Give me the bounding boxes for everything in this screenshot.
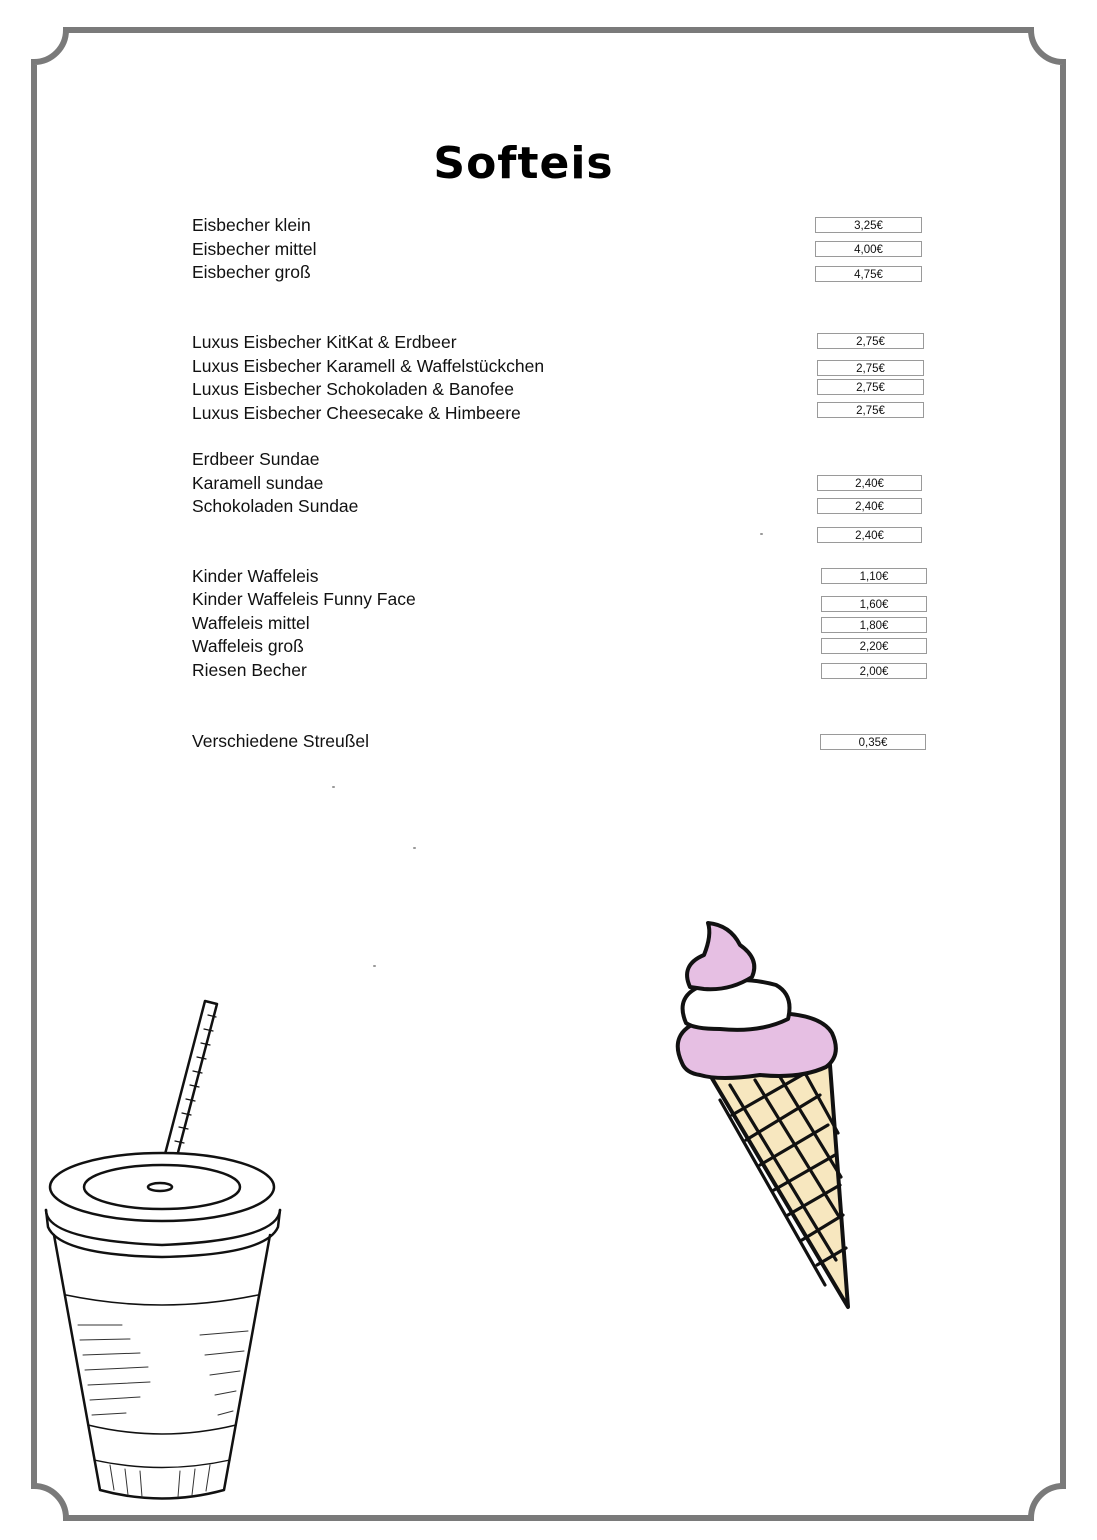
price-box: 1,10€ [821, 568, 927, 584]
price-box: 2,75€ [817, 360, 924, 376]
price-box: 2,75€ [817, 333, 924, 349]
menu-item-name: Kinder Waffeleis [192, 566, 319, 586]
price-box: 2,20€ [821, 638, 927, 654]
menu-item-name: Luxus Eisbecher Cheesecake & Himbeere [192, 403, 521, 423]
menu-item-name: Eisbecher mittel [192, 239, 317, 259]
price-box: 0,35€ [820, 734, 926, 750]
menu-item-name: Eisbecher groß [192, 262, 311, 282]
price-box: 2,40€ [817, 498, 922, 514]
menu-item-name: Erdbeer Sundae [192, 449, 320, 469]
price-box: 1,80€ [821, 617, 927, 633]
price-box: 4,75€ [815, 266, 922, 282]
speck [760, 533, 763, 535]
price-box: 1,60€ [821, 596, 927, 612]
price-box: 4,00€ [815, 241, 922, 257]
menu-item-name: Schokoladen Sundae [192, 496, 359, 516]
menu-item-name: Eisbecher klein [192, 215, 311, 235]
menu-title: Softeis [433, 138, 614, 189]
price-box: 2,75€ [817, 379, 924, 395]
menu-item-name: Riesen Becher [192, 660, 307, 680]
menu-item-name: Waffeleis groß [192, 636, 304, 656]
price-box: 2,40€ [817, 475, 922, 491]
menu-item-name: Waffeleis mittel [192, 613, 310, 633]
speck [373, 965, 376, 967]
price-box: 2,40€ [817, 527, 922, 543]
drink-cup-icon [30, 995, 290, 1505]
price-box: 2,00€ [821, 663, 927, 679]
speck [332, 786, 335, 788]
speck [413, 847, 416, 849]
price-box: 2,75€ [817, 402, 924, 418]
menu-item-name: Kinder Waffeleis Funny Face [192, 589, 416, 609]
menu-item-name: Verschiedene Streußel [192, 731, 370, 751]
menu-item-name: Luxus Eisbecher Schokoladen & Banofee [192, 379, 515, 399]
price-box: 3,25€ [815, 217, 922, 233]
menu-item-name: Luxus Eisbecher Karamell & Waffelstückchen [192, 356, 545, 376]
menu-item-name: Karamell sundae [192, 473, 324, 493]
menu-item-name: Luxus Eisbecher KitKat & Erdbeer [192, 332, 457, 352]
ice-cream-cone-icon [660, 915, 860, 1315]
